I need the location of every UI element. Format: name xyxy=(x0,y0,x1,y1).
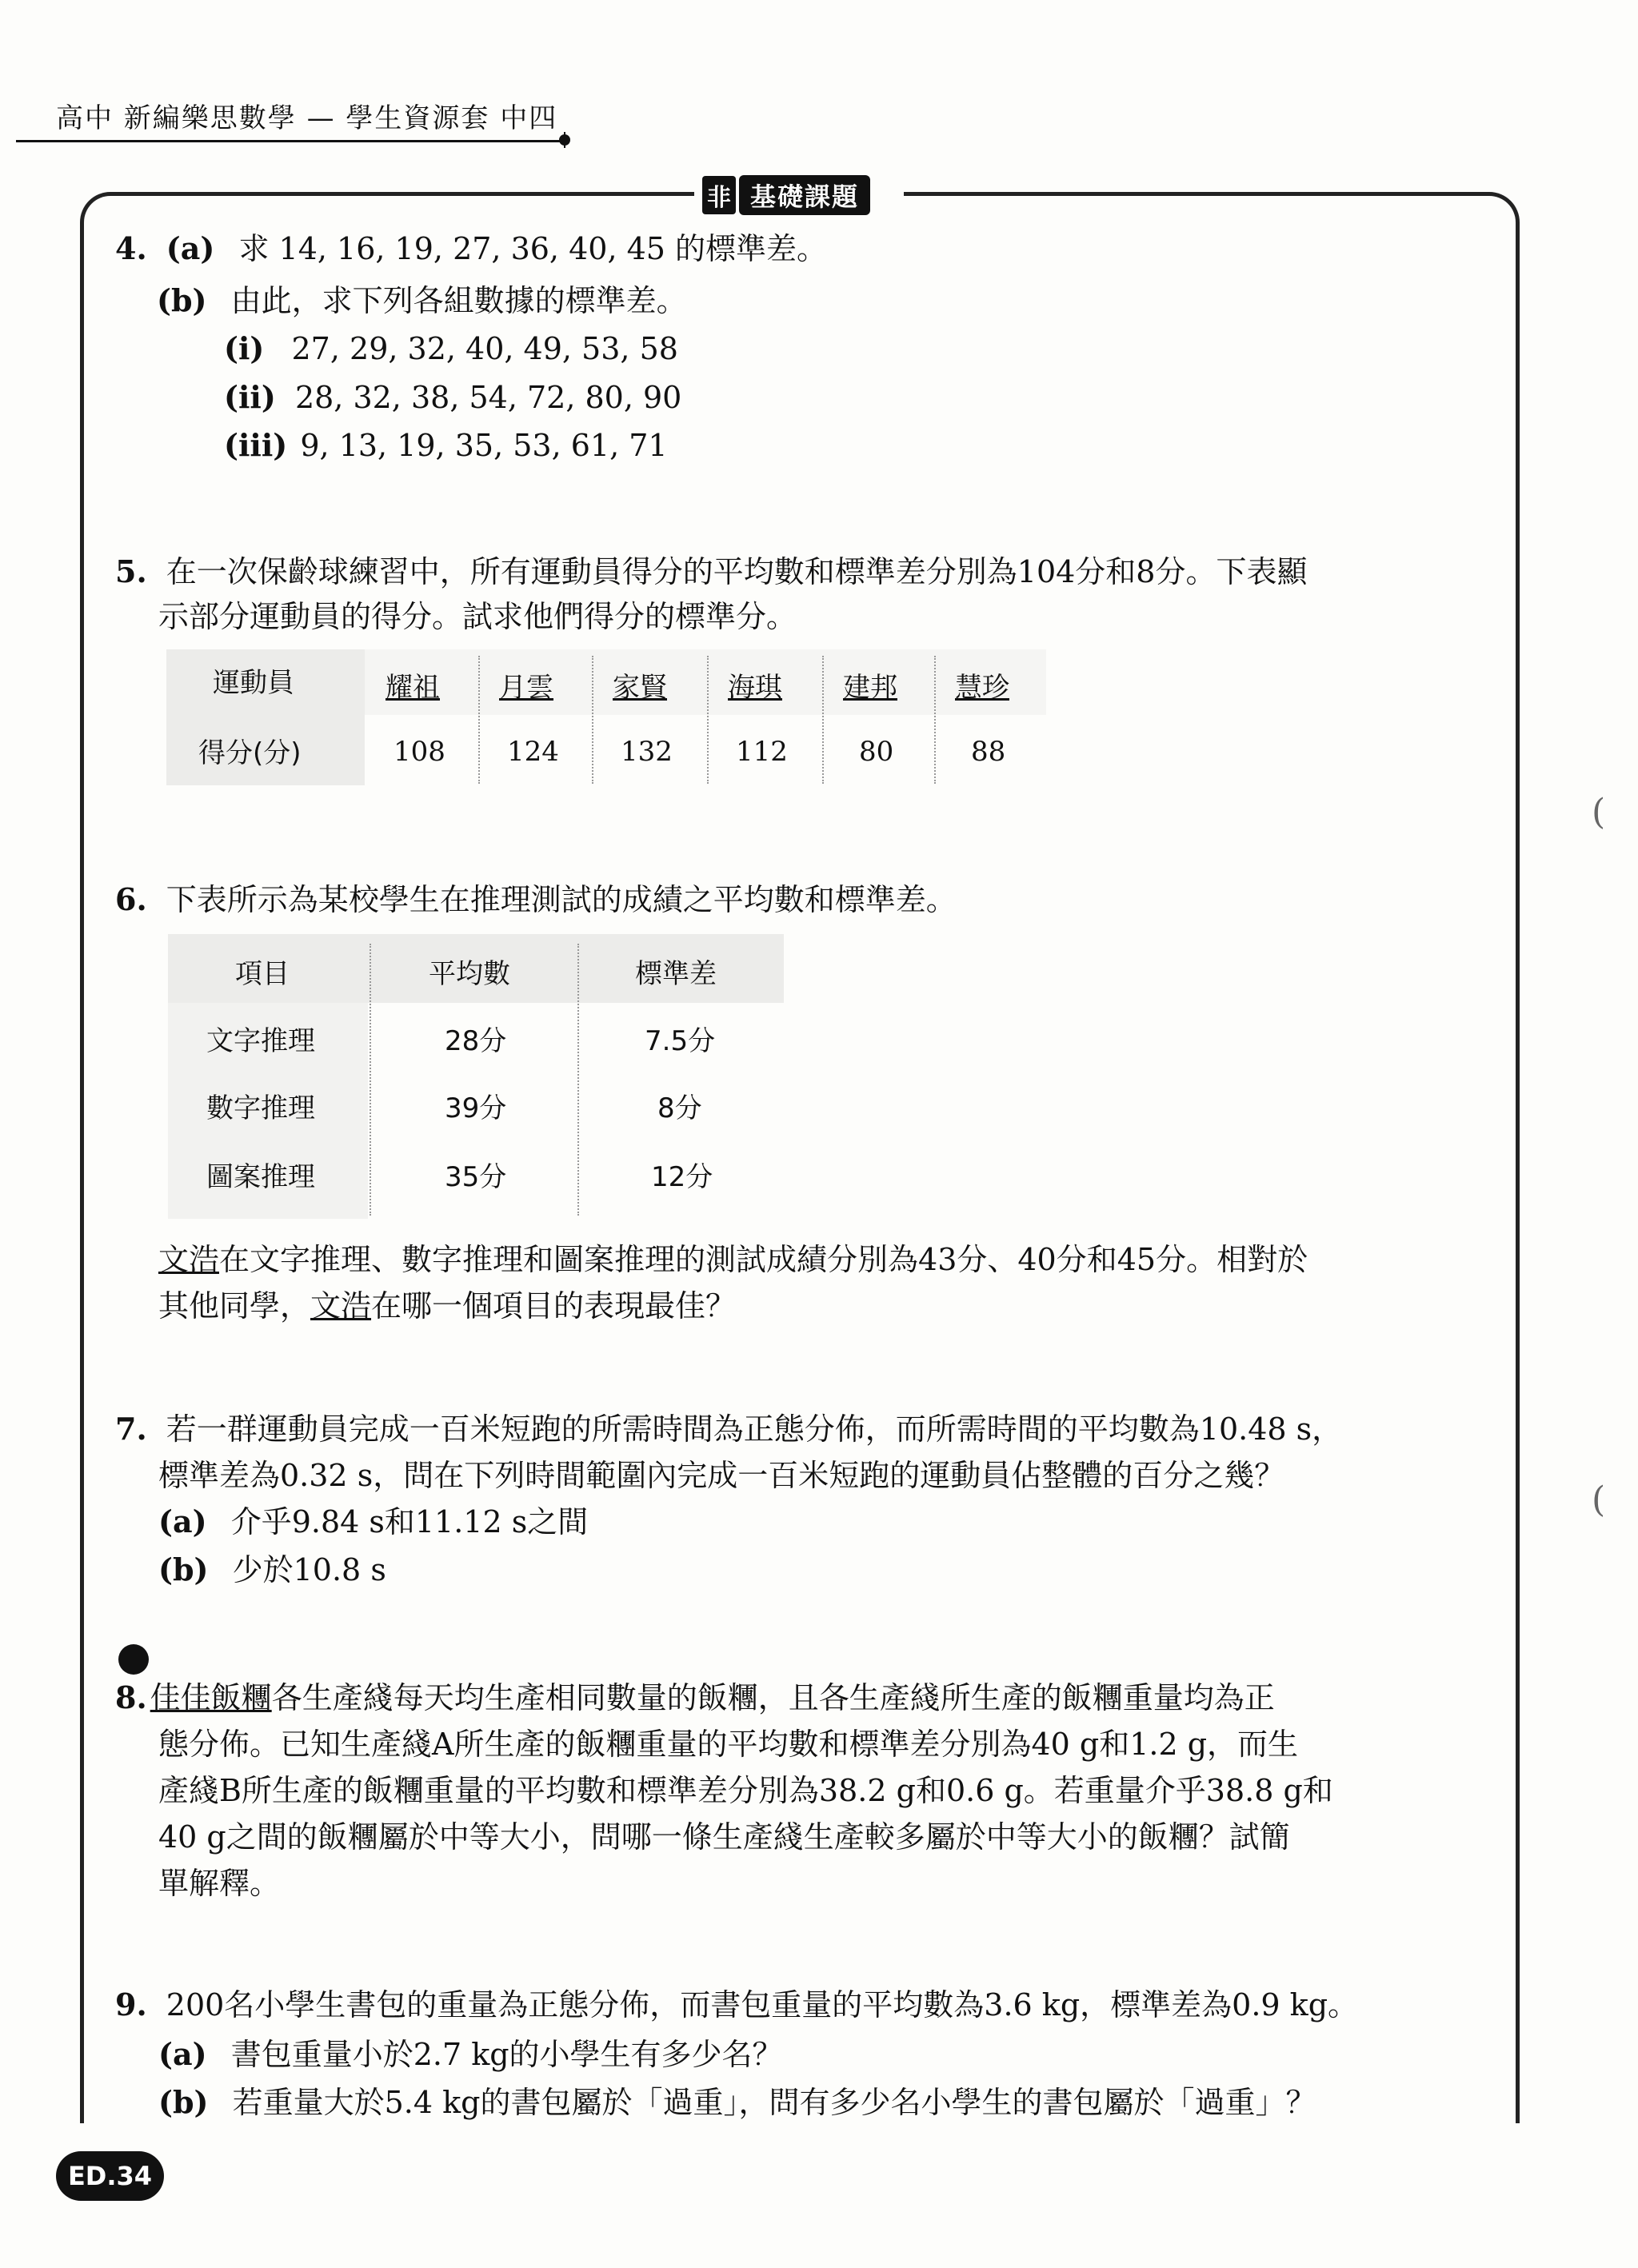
q5-name: 建邦 xyxy=(843,672,897,704)
q4-b-i xyxy=(224,325,678,372)
page-number: ED.34 xyxy=(56,2151,164,2201)
q4-a-label: (a) xyxy=(166,230,215,266)
q6-row-mean: 35分 xyxy=(445,1161,507,1193)
q7-text-line1: 若一群運動員完成一百米短跑的所需時間為正態分佈，而所需時間的平均數為10.48 s， xyxy=(166,1412,1343,1447)
header-rule xyxy=(16,140,568,142)
q5-divider xyxy=(822,656,824,784)
q5-line1 xyxy=(115,549,1307,595)
q6-header-sd: 標準差 xyxy=(635,958,717,990)
book-title: 高中 新編樂思數學 — 學生資源套 中四 xyxy=(56,102,558,134)
section-badge xyxy=(702,179,870,211)
q4-b-text: 由此，求下列各組數據的標準差。 xyxy=(230,283,687,318)
q9-line1 xyxy=(115,1982,1358,2028)
q6-number: 6. xyxy=(115,881,147,917)
header-ornament-icon xyxy=(557,132,573,148)
q5-divider xyxy=(478,656,480,784)
q6-header-mean: 平均數 xyxy=(429,958,510,990)
q4-i-text: 27, 29, 32, 40, 49, 53, 58 xyxy=(291,331,678,366)
q6-question-line2 xyxy=(158,1283,736,1329)
q6-row-mean: 39分 xyxy=(445,1092,507,1124)
q8-text-line5: 單解釋。 xyxy=(158,1866,281,1901)
q6-row-sd: 12分 xyxy=(651,1161,713,1193)
q7-number: 7. xyxy=(115,1411,147,1447)
q5-text-line2: 示部分運動員的得分。試求他們得分的標準分。 xyxy=(158,599,797,634)
q8-text-line2: 態分佈。已知生產綫A所生產的飯糰重量的平均數和標準差分別為40 g和1.2 g，而生 xyxy=(158,1727,1299,1762)
q4-b xyxy=(157,278,687,324)
q6-row-item: 圖案推理 xyxy=(206,1161,315,1193)
q7-b-label: (b) xyxy=(158,1551,209,1587)
q4-ii-text: 28, 32, 38, 54, 72, 80, 90 xyxy=(294,380,682,415)
q5-name: 月雲 xyxy=(499,672,553,704)
q4-a-text: 求 14, 16, 19, 27, 36, 40, 45 的標準差。 xyxy=(238,231,828,266)
q9-a xyxy=(158,2031,783,2078)
q4-i-label: (i) xyxy=(224,330,265,366)
q5-score: 124 xyxy=(507,736,559,768)
q6-line2-pre: 其他同學， xyxy=(158,1288,311,1324)
q9-a-text: 書包重量小於2.7 kg的小學生有多少名？ xyxy=(230,2037,783,2072)
q4-b-label: (b) xyxy=(157,282,207,318)
q4-b-ii xyxy=(224,374,681,421)
q5-text-line1: 在一次保齡球練習中，所有運動員得分的平均數和標準差分別為104分和8分。下表顯 xyxy=(166,554,1308,589)
q6-row-sd: 8分 xyxy=(657,1092,702,1124)
q6-divider xyxy=(370,944,371,1216)
q4-ii-label: (ii) xyxy=(224,379,276,415)
challenge-icon xyxy=(118,1644,149,1675)
q6-row-mean: 28分 xyxy=(445,1025,507,1057)
q9-text-line1: 200名小學生書包的重量為正態分佈，而書包重量的平均數為3.6 kg，標準差為0.9 kg。 xyxy=(166,1987,1359,2022)
q4-iii-text: 9, 13, 19, 35, 53, 61, 71 xyxy=(300,428,668,463)
q7-a xyxy=(158,1499,588,1545)
margin-mark: ( xyxy=(1592,792,1606,833)
q6-row-sd: 7.5分 xyxy=(645,1025,716,1057)
q7-b xyxy=(158,1547,386,1593)
q9-number: 9. xyxy=(115,1986,147,2022)
q6-intro-text: 下表所示為某校學生在推理測試的成績之平均數和標準差。 xyxy=(166,882,957,917)
q9-a-label: (a) xyxy=(158,2036,207,2072)
q6-intro xyxy=(115,876,957,923)
q8-number: 8. xyxy=(115,1679,147,1715)
q8-brand: 佳佳飯糰 xyxy=(150,1680,272,1715)
q8-line1 xyxy=(115,1675,1275,1721)
q7-a-label: (a) xyxy=(158,1503,207,1539)
q7-line1 xyxy=(115,1406,1342,1452)
q5-number: 5. xyxy=(115,553,147,589)
q8-text-line1: 各生產綫每天均生產相同數量的飯糰，且各生產綫所生產的飯糰重量均為正 xyxy=(271,1680,1275,1715)
q6-row-item: 數字推理 xyxy=(206,1092,315,1124)
q5-name: 海琪 xyxy=(728,672,782,704)
q7-a-text: 介乎9.84 s和11.12 s之間 xyxy=(230,1504,589,1539)
q4-number: 4. xyxy=(115,230,147,266)
q7-text-line2: 標準差為0.32 s，問在下列時間範圍內完成一百米短跑的運動員佔整體的百分之幾？ xyxy=(158,1458,1285,1493)
q5-divider xyxy=(707,656,709,784)
q6-header-item: 項目 xyxy=(235,958,290,990)
q6-student-name: 文浩 xyxy=(158,1242,220,1277)
q9-b-label: (b) xyxy=(158,2084,209,2120)
section-title: 基礎課題 xyxy=(739,175,870,215)
q6-line2-post: 在哪一個項目的表現最佳？ xyxy=(371,1288,737,1324)
margin-mark: ( xyxy=(1592,1479,1606,1520)
q5-name: 家賢 xyxy=(613,672,667,704)
q5-score: 80 xyxy=(859,736,894,768)
q5-header-score: 得分(分) xyxy=(198,737,302,769)
q8-text-line4: 40 g之間的飯糰屬於中等大小，問哪一條生產綫生產較多屬於中等大小的飯糰？試簡 xyxy=(158,1819,1290,1855)
q5-divider xyxy=(592,656,593,784)
q4-a xyxy=(115,226,827,272)
q9-b xyxy=(158,2079,1316,2126)
q9-b-text: 若重量大於5.4 kg的書包屬於「過重」，問有多少名小學生的書包屬於「過重」？ xyxy=(232,2085,1316,2120)
q5-score: 108 xyxy=(394,736,445,768)
q4-b-iii xyxy=(224,422,668,469)
q5-name: 耀祖 xyxy=(386,672,440,704)
q6-divider xyxy=(577,944,579,1216)
q5-table-row-shade xyxy=(365,649,1046,715)
q7-b-text: 少於10.8 s xyxy=(232,1552,386,1587)
q5-divider xyxy=(934,656,936,784)
q6-student-name: 文浩 xyxy=(310,1288,372,1324)
q5-score: 132 xyxy=(621,736,673,768)
q4-iii-label: (iii) xyxy=(224,427,288,463)
q6-row-item: 文字推理 xyxy=(206,1025,315,1057)
q8-text-line3: 產綫B所生產的飯糰重量的平均數和標準差分別為38.2 g和0.6 g。若重量介乎38.8 g和 xyxy=(158,1773,1333,1808)
q5-score: 88 xyxy=(971,736,1006,768)
section-tag: 非 xyxy=(702,176,736,214)
q5-header-athlete: 運動員 xyxy=(213,667,294,699)
q6-line1-text: 在文字推理、數字推理和圖案推理的測試成績分別為43分、40分和45分。相對於 xyxy=(219,1242,1308,1277)
q5-score: 112 xyxy=(736,736,788,768)
q6-question-line1 xyxy=(158,1236,1308,1283)
q5-name: 慧珍 xyxy=(955,672,1009,704)
